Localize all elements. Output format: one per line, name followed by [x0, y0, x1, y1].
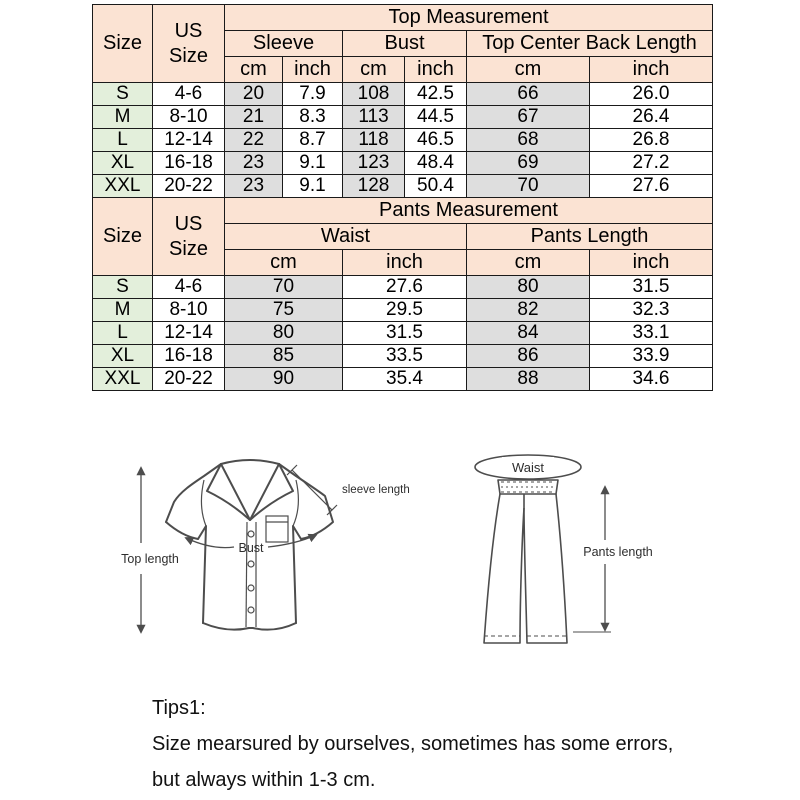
- value-cell: 23: [225, 175, 283, 198]
- us-size-cell: 8-10: [153, 299, 225, 322]
- value-cell: 20: [225, 83, 283, 106]
- sleeve-length-arrow: [287, 465, 337, 515]
- value-cell: 86: [467, 345, 590, 368]
- value-cell: 29.5: [343, 299, 467, 322]
- tips-line: Size mearsured by ourselves, sometimes has some errors,: [152, 733, 674, 755]
- value-cell: 48.4: [405, 152, 467, 175]
- value-cell: 33.5: [343, 345, 467, 368]
- table-row: [93, 368, 713, 391]
- value-cell: 46.5: [405, 129, 467, 152]
- unit-header-cm: cm: [467, 250, 590, 276]
- sleeve-length-label: sleeve length: [342, 484, 410, 496]
- table-row: [93, 299, 713, 322]
- size-cell: S: [93, 276, 153, 299]
- size-cell: S: [93, 83, 153, 106]
- unit-header-inch: inch: [405, 57, 467, 83]
- unit-header-inch: inch: [283, 57, 343, 83]
- value-cell: 26.4: [590, 106, 713, 129]
- value-cell: 26.0: [590, 83, 713, 106]
- table-row: [93, 152, 713, 175]
- us-size-cell: 4-6: [153, 276, 225, 299]
- top-us-size-header: [153, 5, 225, 83]
- value-cell: 70: [467, 175, 590, 198]
- value-cell: 35.4: [343, 368, 467, 391]
- value-cell: 27.2: [590, 152, 713, 175]
- unit-header-cm: cm: [225, 57, 283, 83]
- back-length-group-header: Top Center Back Length: [467, 31, 713, 57]
- value-cell: 85: [225, 345, 343, 368]
- table-row: [93, 175, 713, 198]
- waist-group-header: Waist: [225, 224, 467, 250]
- value-cell: 80: [225, 322, 343, 345]
- value-cell: 75: [225, 299, 343, 322]
- value-cell: 66: [467, 83, 590, 106]
- size-cell: XL: [93, 152, 153, 175]
- value-cell: 8.7: [283, 129, 343, 152]
- pants-length-label: Pants length: [583, 545, 653, 559]
- value-cell: 27.6: [343, 276, 467, 299]
- us-size-label: US Size: [169, 212, 208, 260]
- us-size-cell: 4-6: [153, 83, 225, 106]
- unit-header-inch: inch: [590, 57, 713, 83]
- table-row: [93, 276, 713, 299]
- shirt-measurement-diagram: [100, 440, 410, 690]
- value-cell: 33.9: [590, 345, 713, 368]
- pants-measurement-diagram: [420, 440, 700, 690]
- value-cell: 21: [225, 106, 283, 129]
- pants-length-group-header: Pants Length: [467, 224, 713, 250]
- size-cell: XL: [93, 345, 153, 368]
- table-row: [93, 83, 713, 106]
- us-size-cell: 8-10: [153, 106, 225, 129]
- value-cell: 26.8: [590, 129, 713, 152]
- value-cell: 22: [225, 129, 283, 152]
- pants-outline: [475, 455, 581, 643]
- value-cell: 68: [467, 129, 590, 152]
- table-row: [93, 198, 713, 224]
- value-cell: 123: [343, 152, 405, 175]
- value-cell: 8.3: [283, 106, 343, 129]
- value-cell: 108: [343, 83, 405, 106]
- us-size-cell: 16-18: [153, 152, 225, 175]
- bust-group-header: Bust: [343, 31, 467, 57]
- us-size-cell: 16-18: [153, 345, 225, 368]
- value-cell: 9.1: [283, 152, 343, 175]
- value-cell: 69: [467, 152, 590, 175]
- value-cell: 80: [467, 276, 590, 299]
- us-size-label: US Size: [169, 19, 208, 67]
- table-row: [93, 129, 713, 152]
- table-row: [93, 106, 713, 129]
- unit-header-cm: cm: [225, 250, 343, 276]
- value-cell: 34.6: [590, 368, 713, 391]
- pants-us-size-header: [153, 198, 225, 276]
- value-cell: 70: [225, 276, 343, 299]
- value-cell: 27.6: [590, 175, 713, 198]
- pants-length-arrow: [573, 487, 611, 632]
- value-cell: 90: [225, 368, 343, 391]
- us-size-cell: 12-14: [153, 322, 225, 345]
- top-measurement-title: Top Measurement: [225, 5, 713, 31]
- value-cell: 88: [467, 368, 590, 391]
- value-cell: 42.5: [405, 83, 467, 106]
- unit-header-cm: cm: [467, 57, 590, 83]
- top-length-label: Top length: [121, 552, 179, 566]
- tips-title: Tips1:: [152, 697, 206, 719]
- value-cell: 31.5: [590, 276, 713, 299]
- value-cell: 50.4: [405, 175, 467, 198]
- table-row: [93, 322, 713, 345]
- pants-measurement-title: Pants Measurement: [225, 198, 713, 224]
- us-size-cell: 20-22: [153, 368, 225, 391]
- pants-size-header: Size: [93, 198, 153, 276]
- value-cell: 33.1: [590, 322, 713, 345]
- value-cell: 67: [467, 106, 590, 129]
- value-cell: 7.9: [283, 83, 343, 106]
- size-cell: M: [93, 299, 153, 322]
- size-chart-table: [92, 4, 713, 391]
- bust-label: Bust: [238, 541, 264, 555]
- value-cell: 128: [343, 175, 405, 198]
- unit-header-cm: cm: [343, 57, 405, 83]
- size-cell: L: [93, 129, 153, 152]
- value-cell: 118: [343, 129, 405, 152]
- unit-header-inch: inch: [343, 250, 467, 276]
- value-cell: 113: [343, 106, 405, 129]
- size-cell: M: [93, 106, 153, 129]
- waist-label: Waist: [511, 460, 545, 475]
- us-size-cell: 12-14: [153, 129, 225, 152]
- size-cell: XXL: [93, 175, 153, 198]
- value-cell: 44.5: [405, 106, 467, 129]
- value-cell: 84: [467, 322, 590, 345]
- shirt-pocket: [266, 516, 288, 542]
- tips-section: [152, 690, 712, 798]
- value-cell: 23: [225, 152, 283, 175]
- table-row: [93, 5, 713, 31]
- table-row: [93, 345, 713, 368]
- us-size-cell: 20-22: [153, 175, 225, 198]
- value-cell: 31.5: [343, 322, 467, 345]
- tips-line: but always within 1-3 cm.: [152, 769, 376, 791]
- sleeve-group-header: Sleeve: [225, 31, 343, 57]
- unit-header-inch: inch: [590, 250, 713, 276]
- value-cell: 82: [467, 299, 590, 322]
- size-cell: L: [93, 322, 153, 345]
- value-cell: 9.1: [283, 175, 343, 198]
- size-cell: XXL: [93, 368, 153, 391]
- top-size-header: Size: [93, 5, 153, 83]
- value-cell: 32.3: [590, 299, 713, 322]
